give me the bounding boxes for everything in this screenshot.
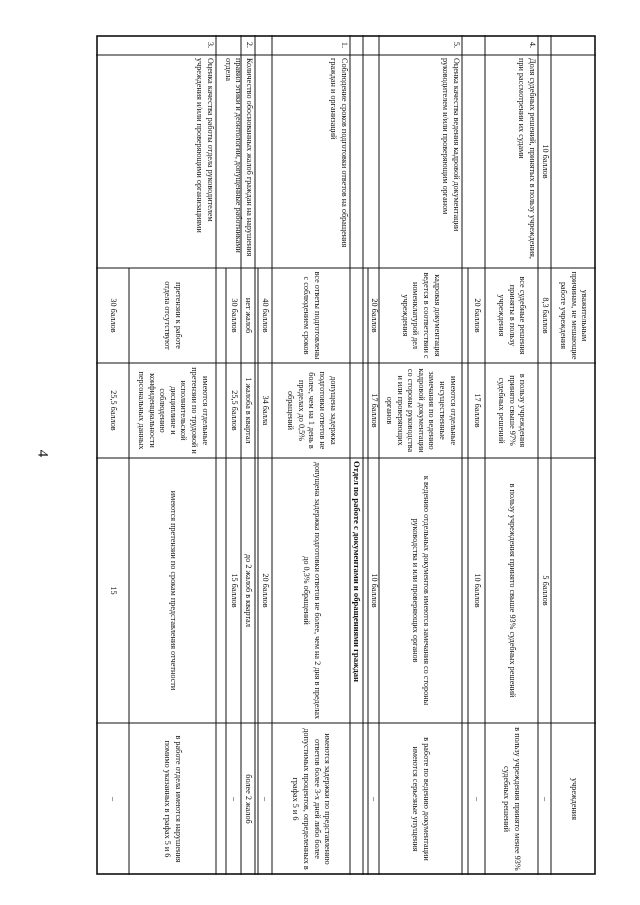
sec-row3-crit-2: имеются отдельные претензии по трудовой и исполнительской дисциплине и соблюдению конфиденциальности персональных данных (136, 367, 210, 454)
sec-row1-crit-1: все ответы подготовлены с соблюдением сроков (302, 271, 322, 360)
row4-score-2: 17 баллов (472, 393, 482, 428)
sec-row3-crit-3: имеются претензии по срокам представления отчетности (168, 490, 178, 691)
sec-row1-score-2: 34 балла (261, 395, 271, 426)
sec-row1-crit-2: допущена задержка подготовки ответов не более, чем на 1 день в пределах до 0,5% обращений (286, 371, 338, 450)
row4-indicator: Доля судебных решений, принятых в пользу учреждения, при рассмотрении их судами (517, 58, 537, 259)
row4-score-1: 20 баллов (472, 298, 482, 333)
sec-row2-number: 2. (245, 41, 254, 49)
row4-crit-4: в пользу учреждения принято менее 93% судебных решений (502, 727, 523, 871)
sec-row2-crit-1: нет жалоб (244, 297, 254, 334)
sec-row3-score-3: 15 (108, 586, 118, 595)
sec-row1-crit-3: допущена задержка подготовки ответов не более, чем на 2 дня в пределах до 0,3% обращений (302, 461, 322, 720)
sec-row3-score-1: 30 баллов (108, 298, 118, 333)
carry-score-4: – (540, 796, 550, 802)
sec-row1-number: 1. (340, 41, 349, 49)
carry-score-3: 5 баллов (540, 575, 550, 606)
sec-row2-score-2: 25,5 баллов (229, 390, 239, 431)
table-rotated-content (96, 35, 596, 875)
row5-number: 5. (452, 41, 461, 49)
sec-row3-score-2: 25,5 баллов (108, 390, 118, 431)
sec-row2-score-1: 30 баллов (229, 298, 239, 333)
row5-crit-4: в работе по ведению документации имеются серьезные упущения (411, 737, 432, 861)
carry-score-1: 10 баллов (540, 144, 550, 179)
sec-row2-crit-4: более 2 жалоб (244, 774, 254, 824)
sec-row2-score-4: – (229, 796, 239, 802)
sec-row2-indicator: Количество обоснованных жалоб граждан на нарушения правил этики и деонтологии, допущенные работниками отдела (223, 58, 254, 257)
sec-row2-score-3: 15 баллов (229, 573, 239, 608)
sec-row1-crit-4: имеются задержки по представлению ответов более 3-х дней либо более допустимых процентов, определенных в графах 5 и 6 (291, 728, 333, 870)
sec-row1-indicator: Соблюдение сроков подготовки ответов на обращения граждан и организаций (329, 58, 349, 248)
row4-crit-2: в пользу учреждения принято свыше 97% судебных решений (497, 373, 528, 448)
row5-score-1: 20 баллов (369, 298, 379, 333)
row5-indicator: Оценка качества ведения кадровой документации руководителем и/или проверяющим органом (441, 58, 461, 232)
criteria-table (96, 35, 596, 875)
page-number: 4 (34, 449, 51, 458)
row5-score-2: 17 баллов (369, 393, 379, 428)
sec-row1-score-4: – (261, 796, 271, 802)
sec-row3-number: 3. (206, 41, 215, 49)
row5-score-4: – (369, 796, 379, 802)
sec-row3-indicator: Оценка качества работы отдела руководителем учреждения и/или проверяющими организациями (195, 58, 215, 233)
row5-crit-2: имеются отдельные несущественные замечания по ведению кадровой документации со стороны руководства и или проверяющих органов (384, 368, 458, 453)
header-tail-col2: уважительным причинам, не мешающие работе учреждения (559, 271, 590, 360)
row5-crit-3: к ведению отдельных документов имеются замечания со стороны руководства и или проверяющих органов (411, 475, 432, 706)
row4-score-4: – (472, 796, 482, 802)
row4-number: 4. (528, 41, 537, 49)
carry-score-2: 8,3 баллов (540, 297, 550, 334)
sec-row2-crit-2: 1 жалоба в квартал (244, 377, 254, 444)
sec-row1-score-3: 20 баллов (261, 573, 271, 608)
sec-row3-crit-1: претензии к работе отдела отсутствуют (163, 281, 184, 350)
section-title: Отдел по работе с документами и обращениями граждан (352, 461, 363, 682)
sec-row3-crit-4: в работе отдела имеются нарушения помимо указанных в графах 5 и 6 (163, 735, 184, 863)
row4-score-3: 10 баллов (472, 573, 482, 608)
row5-score-3: 10 баллов (369, 573, 379, 608)
sec-row3-score-4: – (108, 796, 118, 802)
row5-crit-1: кадровая документация ведется в соответствии с номенклатурой дел учреждения (400, 272, 442, 359)
row4-crit-3: в пользу учреждения принято свыше 93% судебных решений (507, 483, 517, 698)
sec-row1-score-1: 40 баллов (261, 298, 271, 333)
header-tail-col4: учреждения (569, 778, 579, 820)
row4-crit-1: все судебные решения приняты в пользу учреждения (497, 276, 528, 355)
sec-row2-crit-3: до 2 жалоб в квартал (244, 554, 254, 627)
